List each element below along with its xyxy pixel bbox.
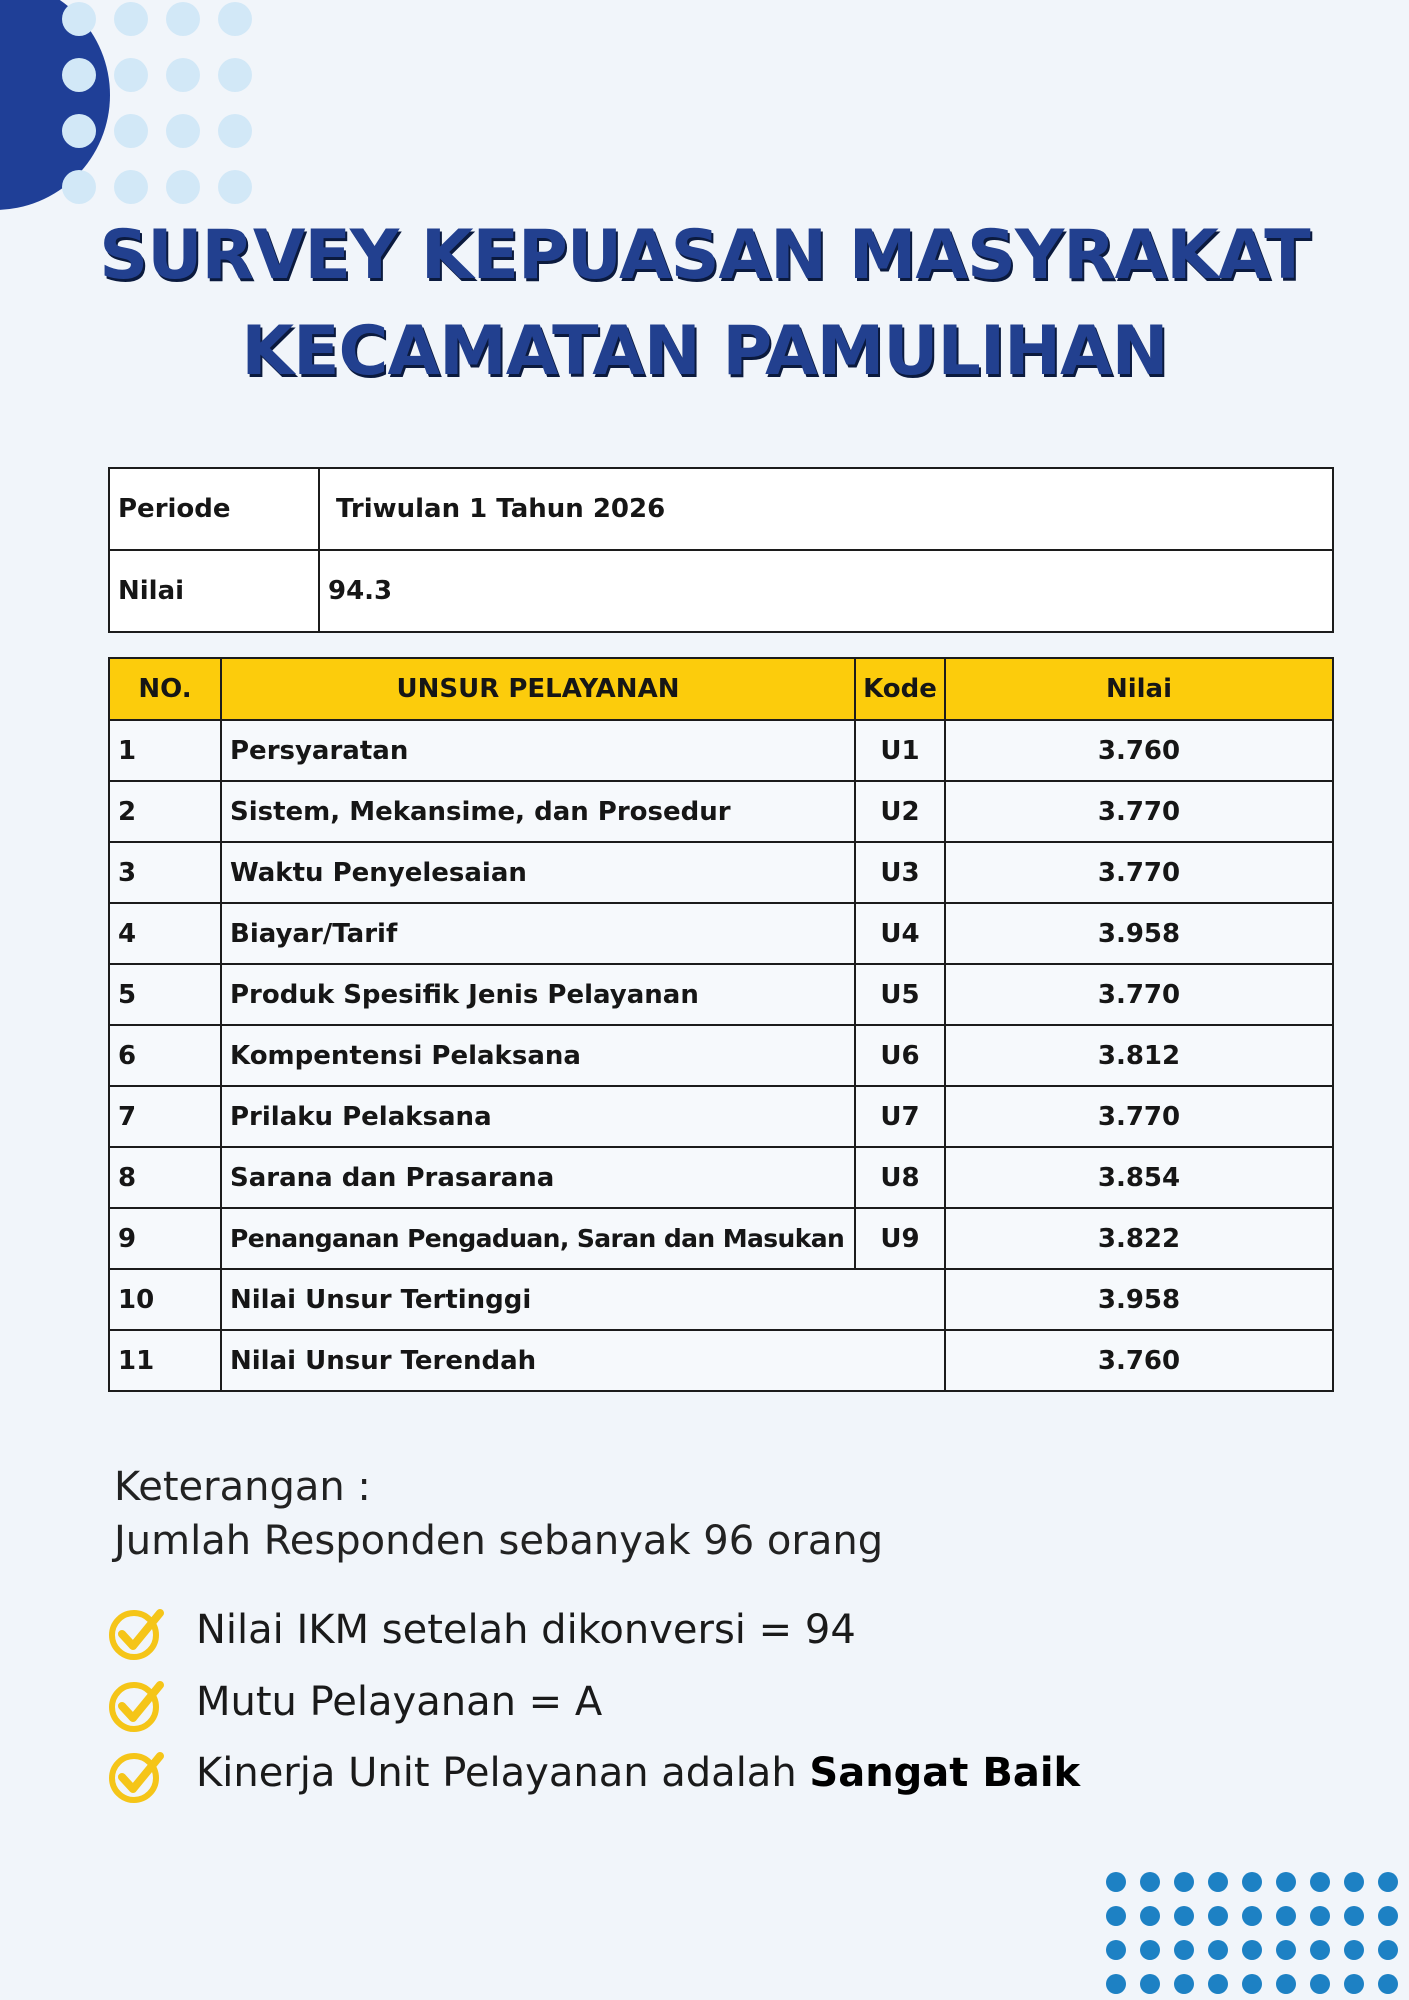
table-row	[109, 903, 1333, 964]
decorative-dot	[1174, 1906, 1194, 1926]
row-unsur: Sarana dan Prasarana	[221, 1147, 855, 1208]
decorative-dot	[1378, 1906, 1398, 1926]
decorative-dots-bottom-right	[1100, 1872, 1409, 2000]
table-row	[109, 781, 1333, 842]
decorative-dot	[166, 114, 200, 148]
row-kode: U8	[855, 1147, 945, 1208]
row-nilai: 3.958	[945, 1269, 1333, 1330]
decorative-dot	[1310, 1872, 1330, 1892]
header-no: NO.	[109, 658, 221, 720]
row-kode: U6	[855, 1025, 945, 1086]
decorative-dot	[1208, 1974, 1228, 1994]
table-row	[109, 1086, 1333, 1147]
row-no: 5	[109, 964, 221, 1025]
decorative-dot	[1242, 1974, 1262, 1994]
decorative-dots-top-left	[62, 2, 282, 222]
decorative-dot	[1242, 1906, 1262, 1926]
table-row	[109, 1147, 1333, 1208]
header-kode: Kode	[855, 658, 945, 720]
table-header-row	[109, 658, 1333, 720]
decorative-dot	[1140, 1940, 1160, 1960]
row-nilai: 3.770	[945, 781, 1333, 842]
row-nilai: 3.770	[945, 964, 1333, 1025]
periode-value: Triwulan 1 Tahun 2026	[319, 468, 1333, 550]
row-unsur: Nilai Unsur Terendah	[221, 1330, 945, 1391]
decorative-dot	[1208, 1906, 1228, 1926]
row-nilai: 3.760	[945, 1330, 1333, 1391]
decorative-dot	[1310, 1906, 1330, 1926]
periode-label: Periode	[109, 468, 319, 550]
row-unsur: Waktu Penyelesaian	[221, 842, 855, 903]
decorative-dot	[166, 58, 200, 92]
decorative-dot	[1106, 1906, 1126, 1926]
decorative-dot	[114, 58, 148, 92]
summary-row-lowest	[109, 1330, 1333, 1391]
decorative-dot	[218, 2, 252, 36]
row-no: 7	[109, 1086, 221, 1147]
check-circle-icon	[108, 1603, 168, 1663]
decorative-dot	[1344, 1974, 1364, 1994]
decorative-dot	[1276, 1906, 1296, 1926]
row-kode: U4	[855, 903, 945, 964]
row-no: 8	[109, 1147, 221, 1208]
kinerja-prefix: Kinerja Unit Pelayanan adalah	[196, 1750, 810, 1796]
decorative-dot	[166, 2, 200, 36]
row-kode: U9	[855, 1208, 945, 1269]
decorative-dot	[1106, 1974, 1126, 1994]
decorative-dot	[62, 170, 96, 204]
row-no: 1	[109, 720, 221, 781]
row-unsur: Prilaku Pelaksana	[221, 1086, 855, 1147]
title-line-2: KECAMATAN PAMULIHAN	[241, 312, 1168, 391]
decorative-dot	[114, 114, 148, 148]
checklist-text-mutu: Mutu Pelayanan = A	[196, 1679, 603, 1725]
decorative-dot	[114, 170, 148, 204]
decorative-dot	[1378, 1940, 1398, 1960]
table-row	[109, 720, 1333, 781]
decorative-dot	[1378, 1974, 1398, 1994]
row-unsur: Produk Spesifik Jenis Pelayanan	[221, 964, 855, 1025]
row-no: 4	[109, 903, 221, 964]
row-nilai: 3.822	[945, 1208, 1333, 1269]
row-unsur: Penanganan Pengaduan, Saran dan Masukan	[221, 1208, 855, 1269]
unsur-table	[108, 657, 1334, 1392]
row-kode: U7	[855, 1086, 945, 1147]
row-kode: U3	[855, 842, 945, 903]
check-circle-icon	[108, 1675, 168, 1735]
decorative-dot	[1310, 1974, 1330, 1994]
row-no: 3	[109, 842, 221, 903]
decorative-dot	[1310, 1940, 1330, 1960]
decorative-dot	[1174, 1940, 1194, 1960]
row-unsur: Kompentensi Pelaksana	[221, 1025, 855, 1086]
table-row	[109, 842, 1333, 903]
row-kode: U5	[855, 964, 945, 1025]
decorative-dot	[1276, 1872, 1296, 1892]
info-row-nilai	[109, 550, 1333, 632]
nilai-value: 94.3	[319, 550, 1333, 632]
table-row	[109, 1025, 1333, 1086]
row-no: 2	[109, 781, 221, 842]
row-unsur: Sistem, Mekansime, dan Prosedur	[221, 781, 855, 842]
decorative-dot	[1344, 1940, 1364, 1960]
decorative-dot	[1208, 1872, 1228, 1892]
table-row	[109, 964, 1333, 1025]
decorative-dot	[1344, 1906, 1364, 1926]
decorative-dot	[1276, 1940, 1296, 1960]
decorative-dot	[1344, 1872, 1364, 1892]
decorative-dot	[218, 114, 252, 148]
decorative-dot	[218, 170, 252, 204]
checklist-item-mutu	[108, 1675, 1208, 1735]
summary-row-highest	[109, 1269, 1333, 1330]
header-nilai: Nilai	[945, 658, 1333, 720]
page-title	[0, 208, 1409, 400]
row-unsur: Persyaratan	[221, 720, 855, 781]
row-kode: U1	[855, 720, 945, 781]
responden-count: Jumlah Responden sebanyak 96 orang	[114, 1518, 884, 1564]
check-circle-icon	[108, 1746, 168, 1806]
row-no: 6	[109, 1025, 221, 1086]
title-line-1: SURVEY KEPUASAN MASYRAKAT	[99, 216, 1310, 295]
table-row	[109, 1208, 1333, 1269]
row-unsur: Biayar/Tarif	[221, 903, 855, 964]
decorative-dot	[1378, 1872, 1398, 1892]
decorative-dot	[114, 2, 148, 36]
decorative-dot	[218, 58, 252, 92]
info-row-periode	[109, 468, 1333, 550]
decorative-dot	[62, 58, 96, 92]
decorative-dot	[1174, 1872, 1194, 1892]
decorative-dot	[1242, 1940, 1262, 1960]
row-nilai: 3.958	[945, 903, 1333, 964]
decorative-dot	[1242, 1872, 1262, 1892]
row-unsur: Nilai Unsur Tertinggi	[221, 1269, 945, 1330]
row-no: 9	[109, 1208, 221, 1269]
header-unsur: UNSUR PELAYANAN	[221, 658, 855, 720]
checklist-text-kinerja	[196, 1750, 1080, 1796]
decorative-dot	[1106, 1872, 1126, 1892]
decorative-dot	[1174, 1974, 1194, 1994]
row-no: 11	[109, 1330, 221, 1391]
row-nilai: 3.854	[945, 1147, 1333, 1208]
info-table	[108, 467, 1334, 633]
row-nilai: 3.812	[945, 1025, 1333, 1086]
decorative-dot	[1208, 1940, 1228, 1960]
keterangan-label: Keterangan :	[114, 1464, 371, 1510]
row-nilai: 3.770	[945, 1086, 1333, 1147]
decorative-dot	[1140, 1906, 1160, 1926]
decorative-dot	[166, 170, 200, 204]
checklist-text-ikm: Nilai IKM setelah dikonversi = 94	[196, 1607, 856, 1653]
checklist-item-kinerja	[108, 1746, 1208, 1806]
row-no: 10	[109, 1269, 221, 1330]
decorative-dot	[1106, 1940, 1126, 1960]
decorative-dot	[1276, 1974, 1296, 1994]
decorative-dot	[1140, 1872, 1160, 1892]
decorative-dot	[62, 114, 96, 148]
row-kode: U2	[855, 781, 945, 842]
row-nilai: 3.770	[945, 842, 1333, 903]
decorative-dot	[62, 2, 96, 36]
nilai-label: Nilai	[109, 550, 319, 632]
row-nilai: 3.760	[945, 720, 1333, 781]
checklist-item-ikm	[108, 1603, 1208, 1663]
kinerja-rating: Sangat Baik	[809, 1750, 1081, 1796]
decorative-dot	[1140, 1974, 1160, 1994]
